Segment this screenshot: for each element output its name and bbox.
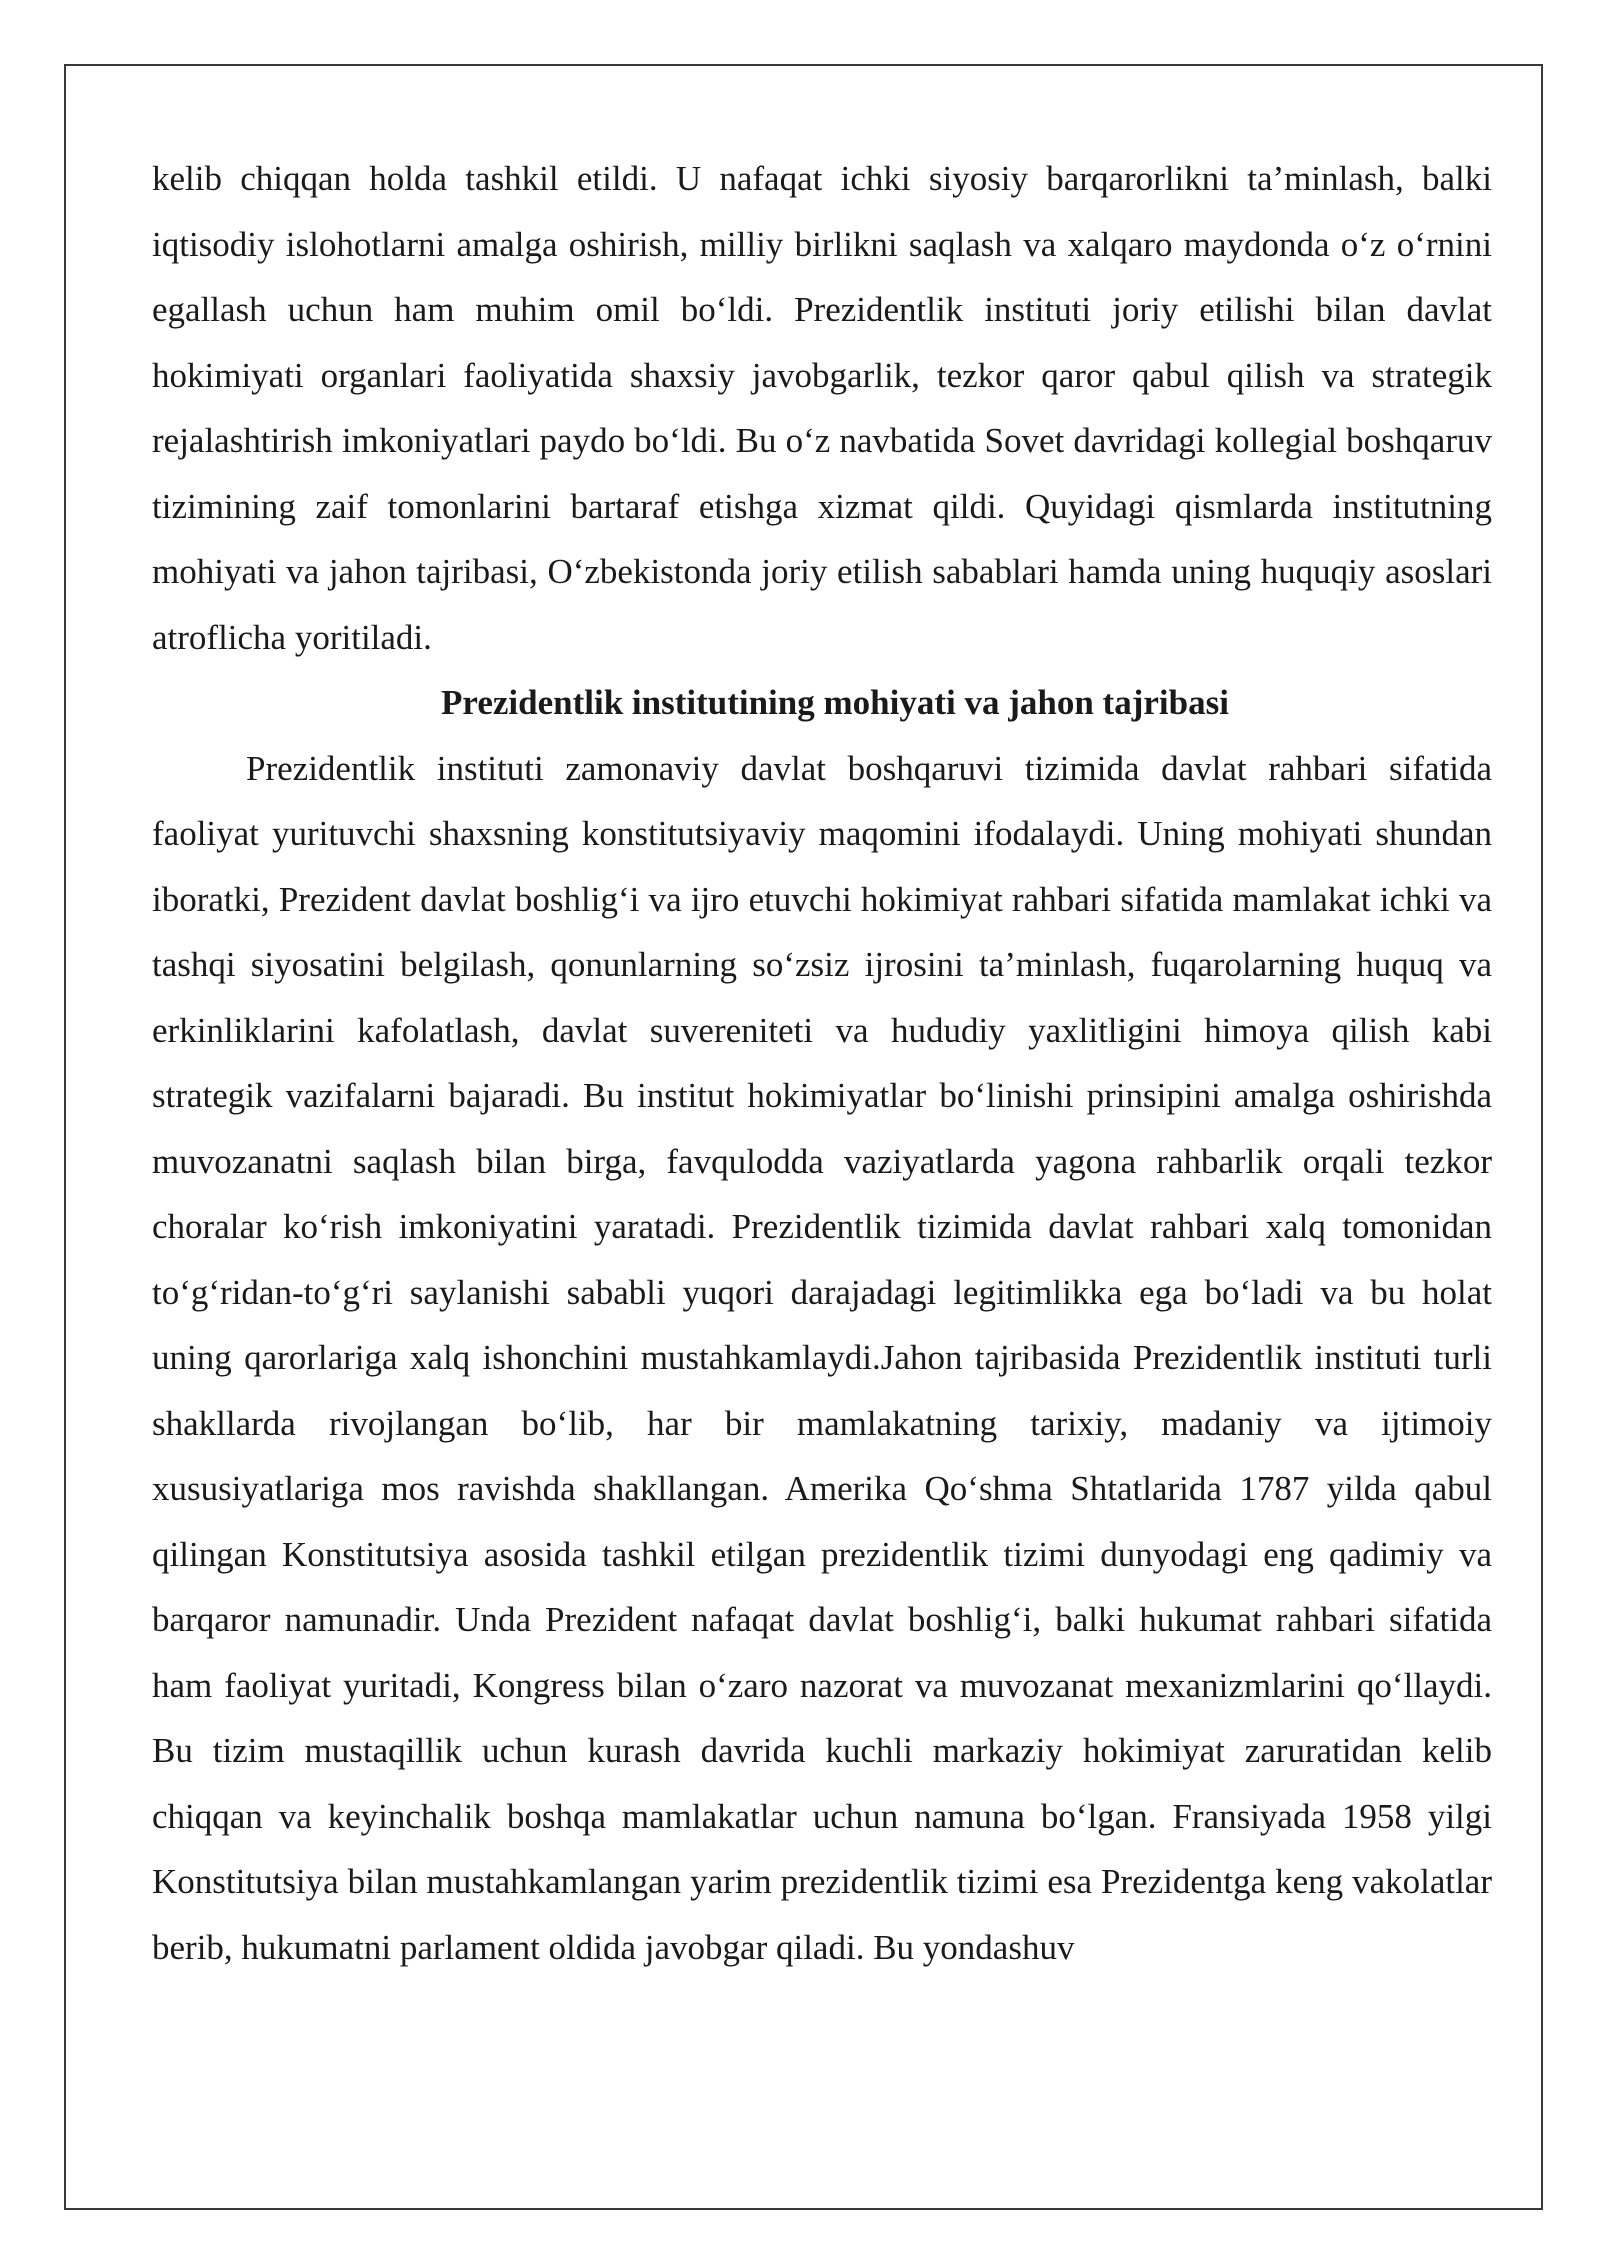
document-body [152, 146, 1492, 1980]
body-paragraph: Prezidentlik instituti zamonaviy davlat boshqaruvi tizimida davlat rahbari sifatida faoliyat yurituvchi shaxsning konstitutsiyaviy maqomini ifodalaydi. Uning mohiyati shundan iboratki, Prezident davlat boshlig‘i va ijro etuvchi hokimiyat rahbari sifatida mamlakat ichki va tashqi siyosatini belgilash, qonunlarning so‘zsiz ijrosini ta’minlash, fuqarolarning huquq va erkinliklarini kafolatlash, davlat suvereniteti va hududiy yaxlitligini himoya qilish kabi strategik vazifalarni bajaradi. Bu institut hokimiyatlar bo‘linishi prinsipini amalga oshirishda muvozanatni saqlash bilan birga, favqulodda vaziyatlarda yagona rahbarlik orqali tezkor choralar ko‘rish imkoniyatini yaratadi. Prezidentlik tizimida davlat rahbari xalq tomonidan to‘g‘ridan-to‘g‘ri saylanishi sababli yuqori darajadagi legitimlikka ega bo‘ladi va bu holat uning qarorlariga xalq ishonchini mustahkamlaydi.Jahon tajribasida Prezidentlik instituti turli shakllarda rivojlangan bo‘lib, har bir mamlakatning tarixiy, madaniy va ijtimoiy xususiyatlariga mos ravishda shakllangan. Amerika Qo‘shma Shtatlarida 1787 yilda qabul qilingan Konstitutsiya asosida tashkil etilgan prezidentlik tizimi dunyodagi eng qadimiy va barqaror namunadir. Unda Prezident nafaqat davlat boshlig‘i, balki hukumat rahbari sifatida ham faoliyat yuritadi, Kongress bilan o‘zaro nazorat va muvozanat mexanizmlarini qo‘llaydi. Bu tizim mustaqillik uchun kurash davrida kuchli markaziy hokimiyat zaruratidan kelib chiqqan va keyinchalik boshqa mamlakatlar uchun namuna bo‘lgan. Fransiyada 1958 yilgi Konstitutsiya bilan mustahkamlangan yarim prezidentlik tizimi esa Prezidentga keng vakolatlar berib, hukumatni parlament oldida javobgar qiladi. Bu yondashuv [152, 748, 1492, 1967]
section-heading: Prezidentlik institutining mohiyati va jahon tajribasi [441, 683, 1229, 722]
intro-paragraph: kelib chiqqan holda tashkil etildi. U nafaqat ichki siyosiy barqarorlikni ta’minlash, balki iqtisodiy islohotlarni amalga oshirish, milliy birlikni saqlash va xalqaro maydonda o‘z o‘rnini egallash uchun ham muhim omil bo‘ldi. Prezidentlik instituti joriy etilishi bilan davlat hokimiyati organlari faoliyatida shaxsiy javobgarlik, tezkor qaror qabul qilish va strategik rejalashtirish imkoniyatlari paydo bo‘ldi. Bu o‘z navbatida Sovet davridagi kollegial boshqaruv tizimining zaif tomonlarini bartaraf etishga xizmat qildi. Quyidagi qismlarda institutning mohiyati va jahon tajribasi, O‘zbekistonda joriy etilish sabablari hamda uning huquqiy asoslari atroflicha yoritiladi. [152, 159, 1492, 657]
